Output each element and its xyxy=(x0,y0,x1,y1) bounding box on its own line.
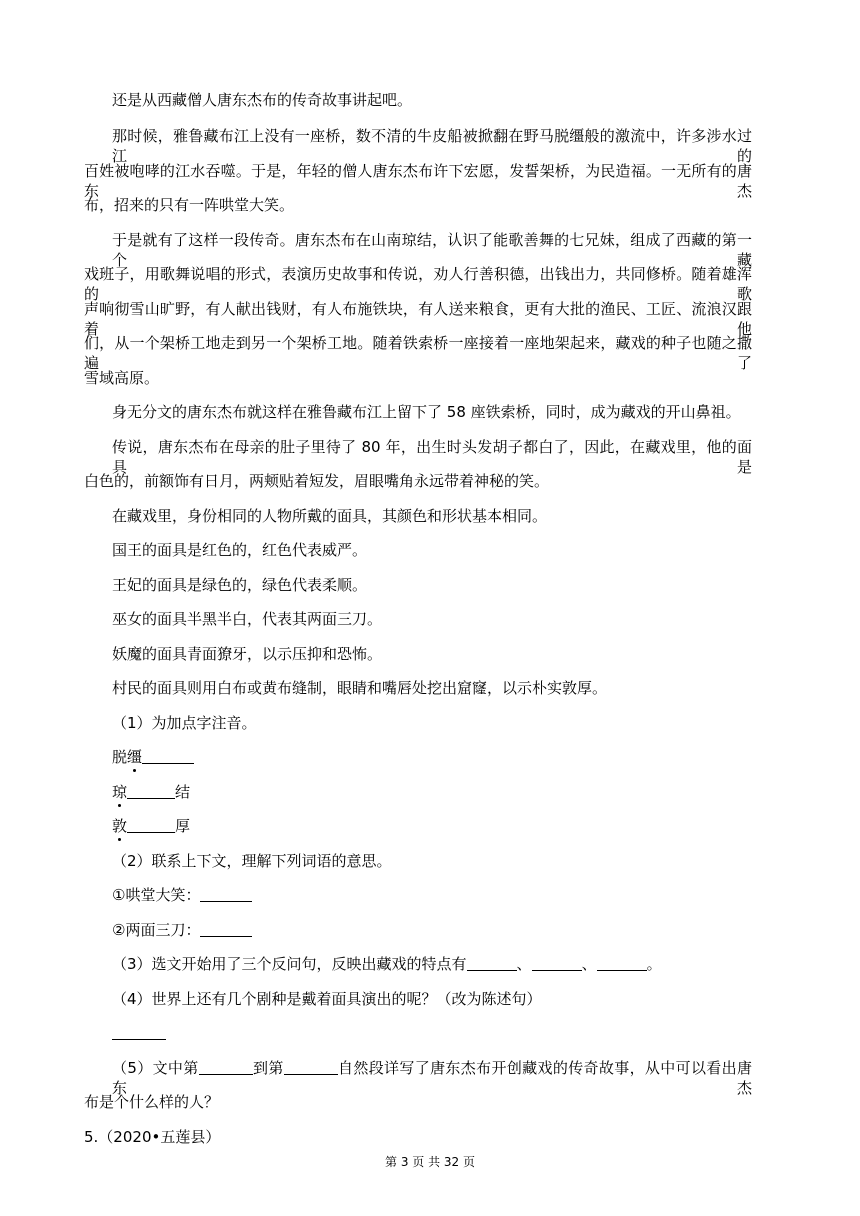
q2a-label: ①哄堂大笑： xyxy=(112,886,201,904)
paragraph-2-line-3: 布，招来的只有一阵哄堂大笑。 xyxy=(84,196,295,214)
q3-end: 。 xyxy=(646,955,662,973)
paragraph-9: 巫女的面具半黑半白，代表其两面三刀。 xyxy=(112,610,383,628)
paragraph-8: 王妃的面具是绿色的，绿色代表柔顺。 xyxy=(112,576,368,594)
q3-answer-blank-1[interactable] xyxy=(467,954,517,971)
page-footer: 第 3 页 共 32 页 xyxy=(385,1155,475,1169)
q4-answer-blank[interactable] xyxy=(112,1023,166,1040)
q2b-answer-blank[interactable] xyxy=(200,920,252,937)
question-2-item-a xyxy=(112,885,252,905)
paragraph-11: 村民的面具则用白布或黄布缝制，眼睛和嘴唇处挖出窟窿，以示朴实敦厚。 xyxy=(112,679,608,697)
q1c-dotted-char: 敦 xyxy=(112,817,128,835)
paragraph-2-line-2: 百姓被咆哮的江水吞噬。于是，年轻的僧人唐东杰布许下宏愿，发誓架桥，为民造福。一无所有的唐东杰 xyxy=(84,162,752,200)
q1c-answer-blank[interactable] xyxy=(127,816,175,833)
q1b-answer-blank[interactable] xyxy=(127,782,175,799)
question-4-answer-line[interactable] xyxy=(112,1023,166,1043)
question-2: （2）联系上下文，理解下列词语的意思。 xyxy=(112,852,392,870)
q1a-char-1: 脱 xyxy=(112,748,128,766)
paragraph-10: 妖魔的面具青面獠牙，以示压抑和恐怖。 xyxy=(112,645,383,663)
q1a-answer-blank[interactable] xyxy=(142,747,194,764)
paragraph-3-line-4: 们，从一个架桥工地走到另一个架桥工地。随着铁索桥一座接着一座地架起来，藏戏的种子也随之撒遍了 xyxy=(84,334,752,372)
paragraph-2-line-1: 那时候，雅鲁藏布江上没有一座桥，数不清的牛皮船被掀翻在野马脱缰般的激流中，许多涉水过江的 xyxy=(112,127,752,165)
paragraph-6: 在藏戏里，身份相同的人物所戴的面具，其颜色和形状基本相同。 xyxy=(112,507,548,525)
q1b-dotted-char: 琼 xyxy=(112,783,128,801)
paragraph-3-line-5: 雪域高原。 xyxy=(84,369,160,387)
paragraph-3-line-1: 于是就有了这样一段传奇。唐东杰布在山南琼结，认识了能歌善舞的七兄妹，组成了西藏的第一个藏 xyxy=(112,231,752,269)
next-item-heading: 5.（2020•五莲县） xyxy=(84,1128,221,1146)
paragraph-4: 身无分文的唐东杰布就这样在雅鲁藏布江上留下了 58 座铁索桥，同时，成为藏戏的开山鼻祖。 xyxy=(112,403,741,421)
question-2-item-b xyxy=(112,920,252,940)
q3-answer-blank-3[interactable] xyxy=(597,954,647,971)
paragraph-7: 国王的面具是红色的，红色代表威严。 xyxy=(112,541,368,559)
question-1-item-a xyxy=(112,747,194,767)
paragraph-5-line-1: 传说，唐东杰布在母亲的肚子里待了 80 年，出生时头发胡子都白了，因此，在藏戏里，他的面具是 xyxy=(112,438,752,476)
q5-answer-blank-1[interactable] xyxy=(199,1058,253,1075)
q3-prompt: （3）选文开始用了三个反问句，反映出藏戏的特点有 xyxy=(112,955,467,973)
q5-answer-blank-2[interactable] xyxy=(284,1058,338,1075)
q2a-answer-blank[interactable] xyxy=(200,885,252,902)
question-1-item-b xyxy=(112,782,190,802)
q5-prompt-mid: 到第 xyxy=(252,1059,284,1077)
q1a-dotted-char: 缰 xyxy=(127,748,143,766)
question-1: （1）为加点字注音。 xyxy=(112,714,257,732)
paragraph-3-line-3: 声响彻雪山旷野，有人献出钱财，有人布施铁块，有人送来粮食，更有大批的渔民、工匠、流浪汉跟着他 xyxy=(84,300,752,338)
q3-separator-2: 、 xyxy=(581,955,597,973)
paragraph-1: 还是从西藏僧人唐东杰布的传奇故事讲起吧。 xyxy=(112,91,413,109)
q3-separator-1: 、 xyxy=(516,955,532,973)
q5-prompt-pre: （5）文中第 xyxy=(112,1059,199,1077)
q2b-label: ②两面三刀： xyxy=(112,921,201,939)
question-4: （4）世界上还有几个剧种是戴着面具演出的呢？（改为陈述句） xyxy=(112,990,542,1008)
question-5-line-2: 布是个什么样的人？ xyxy=(84,1093,220,1111)
q1b-char-2: 结 xyxy=(175,783,191,801)
question-3 xyxy=(112,954,662,974)
q5-prompt-post: 自然段详写了唐东杰布开创藏戏的传奇故事，从中可以看出唐东杰 xyxy=(112,1059,752,1097)
paragraph-5-line-2: 白色的，前额饰有日月，两颊贴着短发，眉眼嘴角永远带着神秘的笑。 xyxy=(84,472,550,490)
q3-answer-blank-2[interactable] xyxy=(532,954,582,971)
q1c-char-2: 厚 xyxy=(175,817,191,835)
question-1-item-c xyxy=(112,816,190,836)
paragraph-3-line-2: 戏班子，用歌舞说唱的形式，表演历史故事和传说，劝人行善积德，出钱出力，共同修桥。随着雄浑的歌 xyxy=(84,265,752,303)
